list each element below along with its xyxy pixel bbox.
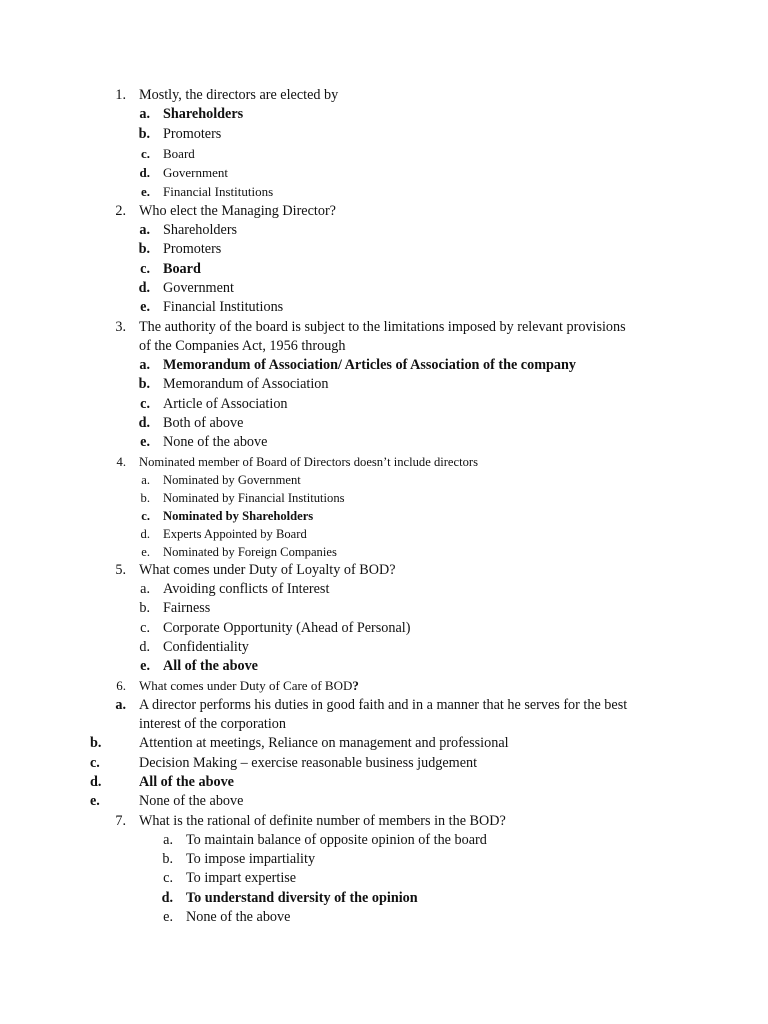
- option-text-answer: Shareholders: [163, 106, 244, 123]
- option-4e: [0, 543, 768, 561]
- option-label: e.: [140, 658, 150, 675]
- question-text: What comes under Duty of Care of BOD?: [139, 678, 359, 694]
- option-label: d.: [138, 415, 150, 432]
- option-1b: [0, 125, 768, 144]
- option-text: Financial Institutions: [163, 299, 284, 316]
- option-label: d.: [139, 165, 150, 181]
- option-label: d.: [140, 526, 150, 541]
- option-1d: [0, 163, 768, 182]
- option-6a: [0, 696, 768, 715]
- option-5a: [0, 580, 768, 599]
- option-text: Article of Association: [163, 395, 288, 412]
- option-3e: [0, 433, 768, 452]
- option-label: c.: [140, 395, 150, 412]
- option-text: Experts Appointed by Board: [163, 526, 307, 541]
- question-number: 5.: [115, 561, 126, 578]
- option-label: c.: [140, 619, 150, 636]
- option-text: Decision Making – exercise reasonable business judgement: [139, 754, 478, 771]
- option-text: Promoters: [163, 125, 222, 142]
- question-text: What is the rational of definite number of members in the BOD?: [139, 812, 506, 829]
- option-label: c.: [141, 508, 150, 523]
- option-label: a.: [163, 831, 173, 848]
- option-1c: [0, 144, 768, 163]
- question-text: Who elect the Managing Director?: [139, 202, 336, 219]
- question-text: The authority of the board is subject to the limitations imposed by relevant provisions: [139, 318, 626, 335]
- question-6: [0, 676, 768, 695]
- option-label: e.: [90, 793, 100, 810]
- option-6c: [0, 754, 768, 773]
- option-text: Nominated by Foreign Companies: [163, 544, 337, 559]
- option-text: Government: [163, 279, 234, 296]
- option-label: c.: [90, 754, 100, 771]
- option-label: a.: [115, 696, 126, 713]
- option-4b: [0, 489, 768, 507]
- option-text-answer: All of the above: [139, 773, 234, 790]
- option-text: Fairness: [163, 600, 211, 617]
- option-2e: [0, 298, 768, 317]
- option-5e: [0, 657, 768, 676]
- option-text-answer: All of the above: [163, 658, 258, 675]
- option-5d: [0, 638, 768, 657]
- option-7a: [0, 831, 768, 850]
- question-mark: ?: [352, 678, 359, 694]
- option-label: a.: [139, 357, 150, 374]
- option-label: e.: [140, 434, 150, 451]
- question-3: [0, 318, 768, 337]
- option-text: Nominated by Financial Institutions: [163, 490, 345, 505]
- option-6e: [0, 792, 768, 811]
- option-2c: [0, 260, 768, 279]
- option-label: d.: [161, 889, 173, 906]
- option-2d: [0, 279, 768, 298]
- option-label: b.: [138, 241, 150, 258]
- option-text: Financial Institutions: [163, 184, 274, 200]
- question-number: 2.: [115, 202, 126, 219]
- option-text: To maintain balance of opposite opinion of the board: [186, 831, 487, 848]
- option-text: To impose impartiality: [186, 851, 316, 868]
- option-text: Government: [163, 165, 228, 181]
- option-text: Attention at meetings, Reliance on management and professional: [139, 735, 509, 752]
- question-number: 3.: [115, 318, 126, 335]
- option-text: None of the above: [139, 793, 244, 810]
- question-7: [0, 812, 768, 831]
- option-7c: [0, 869, 768, 888]
- option-3c: [0, 395, 768, 414]
- option-1a: [0, 105, 768, 124]
- option-text: A director performs his duties in good faith and in a manner that he serves for the best: [139, 696, 628, 713]
- option-6b: [0, 734, 768, 753]
- question-5: [0, 561, 768, 580]
- option-4a: [0, 471, 768, 489]
- option-5b: [0, 599, 768, 618]
- option-7b: [0, 850, 768, 869]
- question-number: 4.: [116, 454, 126, 469]
- option-label: b.: [139, 600, 150, 617]
- option-6d: [0, 773, 768, 792]
- option-label: a.: [139, 106, 150, 123]
- option-label: b.: [162, 851, 173, 868]
- option-3b: [0, 375, 768, 394]
- option-text-answer: Memorandum of Association/ Articles of Association of the company: [163, 357, 576, 374]
- option-label: c.: [140, 145, 150, 161]
- option-text: Promoters: [163, 241, 222, 258]
- option-label: d.: [138, 279, 150, 296]
- option-7d: [0, 889, 768, 908]
- option-label: a.: [140, 580, 150, 597]
- option-label: b.: [138, 125, 150, 142]
- question-1: [0, 86, 768, 105]
- question-number: 6.: [116, 678, 126, 694]
- option-text: Confidentiality: [163, 638, 249, 655]
- question-text-continued: of the Companies Act, 1956 through: [139, 337, 346, 354]
- option-label: c.: [163, 870, 173, 887]
- option-7e: [0, 908, 768, 927]
- question-3-continued: [0, 337, 768, 356]
- option-6a-continued: [0, 715, 768, 734]
- option-text: Corporate Opportunity (Ahead of Personal): [163, 619, 411, 636]
- option-label: b.: [90, 735, 102, 752]
- option-text-answer: Board: [163, 260, 201, 277]
- option-label: b.: [138, 376, 150, 393]
- option-3d: [0, 414, 768, 433]
- option-label: a.: [139, 222, 150, 239]
- question-number: 7.: [115, 812, 126, 829]
- option-text-answer: Nominated by Shareholders: [163, 508, 314, 523]
- option-2b: [0, 240, 768, 259]
- option-label: d.: [90, 773, 102, 790]
- question-4: [0, 453, 768, 471]
- option-label: d.: [139, 638, 150, 655]
- option-4d: [0, 525, 768, 543]
- question-2: [0, 202, 768, 221]
- option-label: e.: [163, 908, 173, 925]
- question-text: What comes under Duty of Loyalty of BOD?: [139, 561, 396, 578]
- option-label: e.: [140, 299, 150, 316]
- option-text-answer: To understand diversity of the opinion: [186, 889, 418, 906]
- option-label: a.: [141, 472, 150, 487]
- document-page: [0, 86, 768, 927]
- option-text: Shareholders: [163, 222, 238, 239]
- option-label: e.: [141, 544, 150, 559]
- option-4c: [0, 507, 768, 525]
- option-3a: [0, 356, 768, 375]
- option-text-continued: interest of the corporation: [139, 716, 286, 733]
- option-text: To impart expertise: [186, 870, 297, 887]
- option-5c: [0, 619, 768, 638]
- option-text: Avoiding conflicts of Interest: [163, 580, 330, 597]
- option-text: None of the above: [186, 908, 291, 925]
- option-text: Both of above: [163, 415, 244, 432]
- option-text: Board: [163, 145, 195, 161]
- option-text: Nominated by Government: [163, 472, 301, 487]
- question-number: 1.: [115, 87, 126, 103]
- option-text: Memorandum of Association: [163, 376, 329, 393]
- question-text: Nominated member of Board of Directors doesn’t include directors: [139, 454, 478, 469]
- option-2a: [0, 221, 768, 240]
- option-label: b.: [140, 490, 150, 505]
- option-label: c.: [140, 260, 150, 277]
- option-label: e.: [140, 184, 150, 200]
- option-text: None of the above: [163, 434, 268, 451]
- question-text: Mostly, the directors are elected by: [139, 87, 339, 103]
- option-1e: [0, 182, 768, 201]
